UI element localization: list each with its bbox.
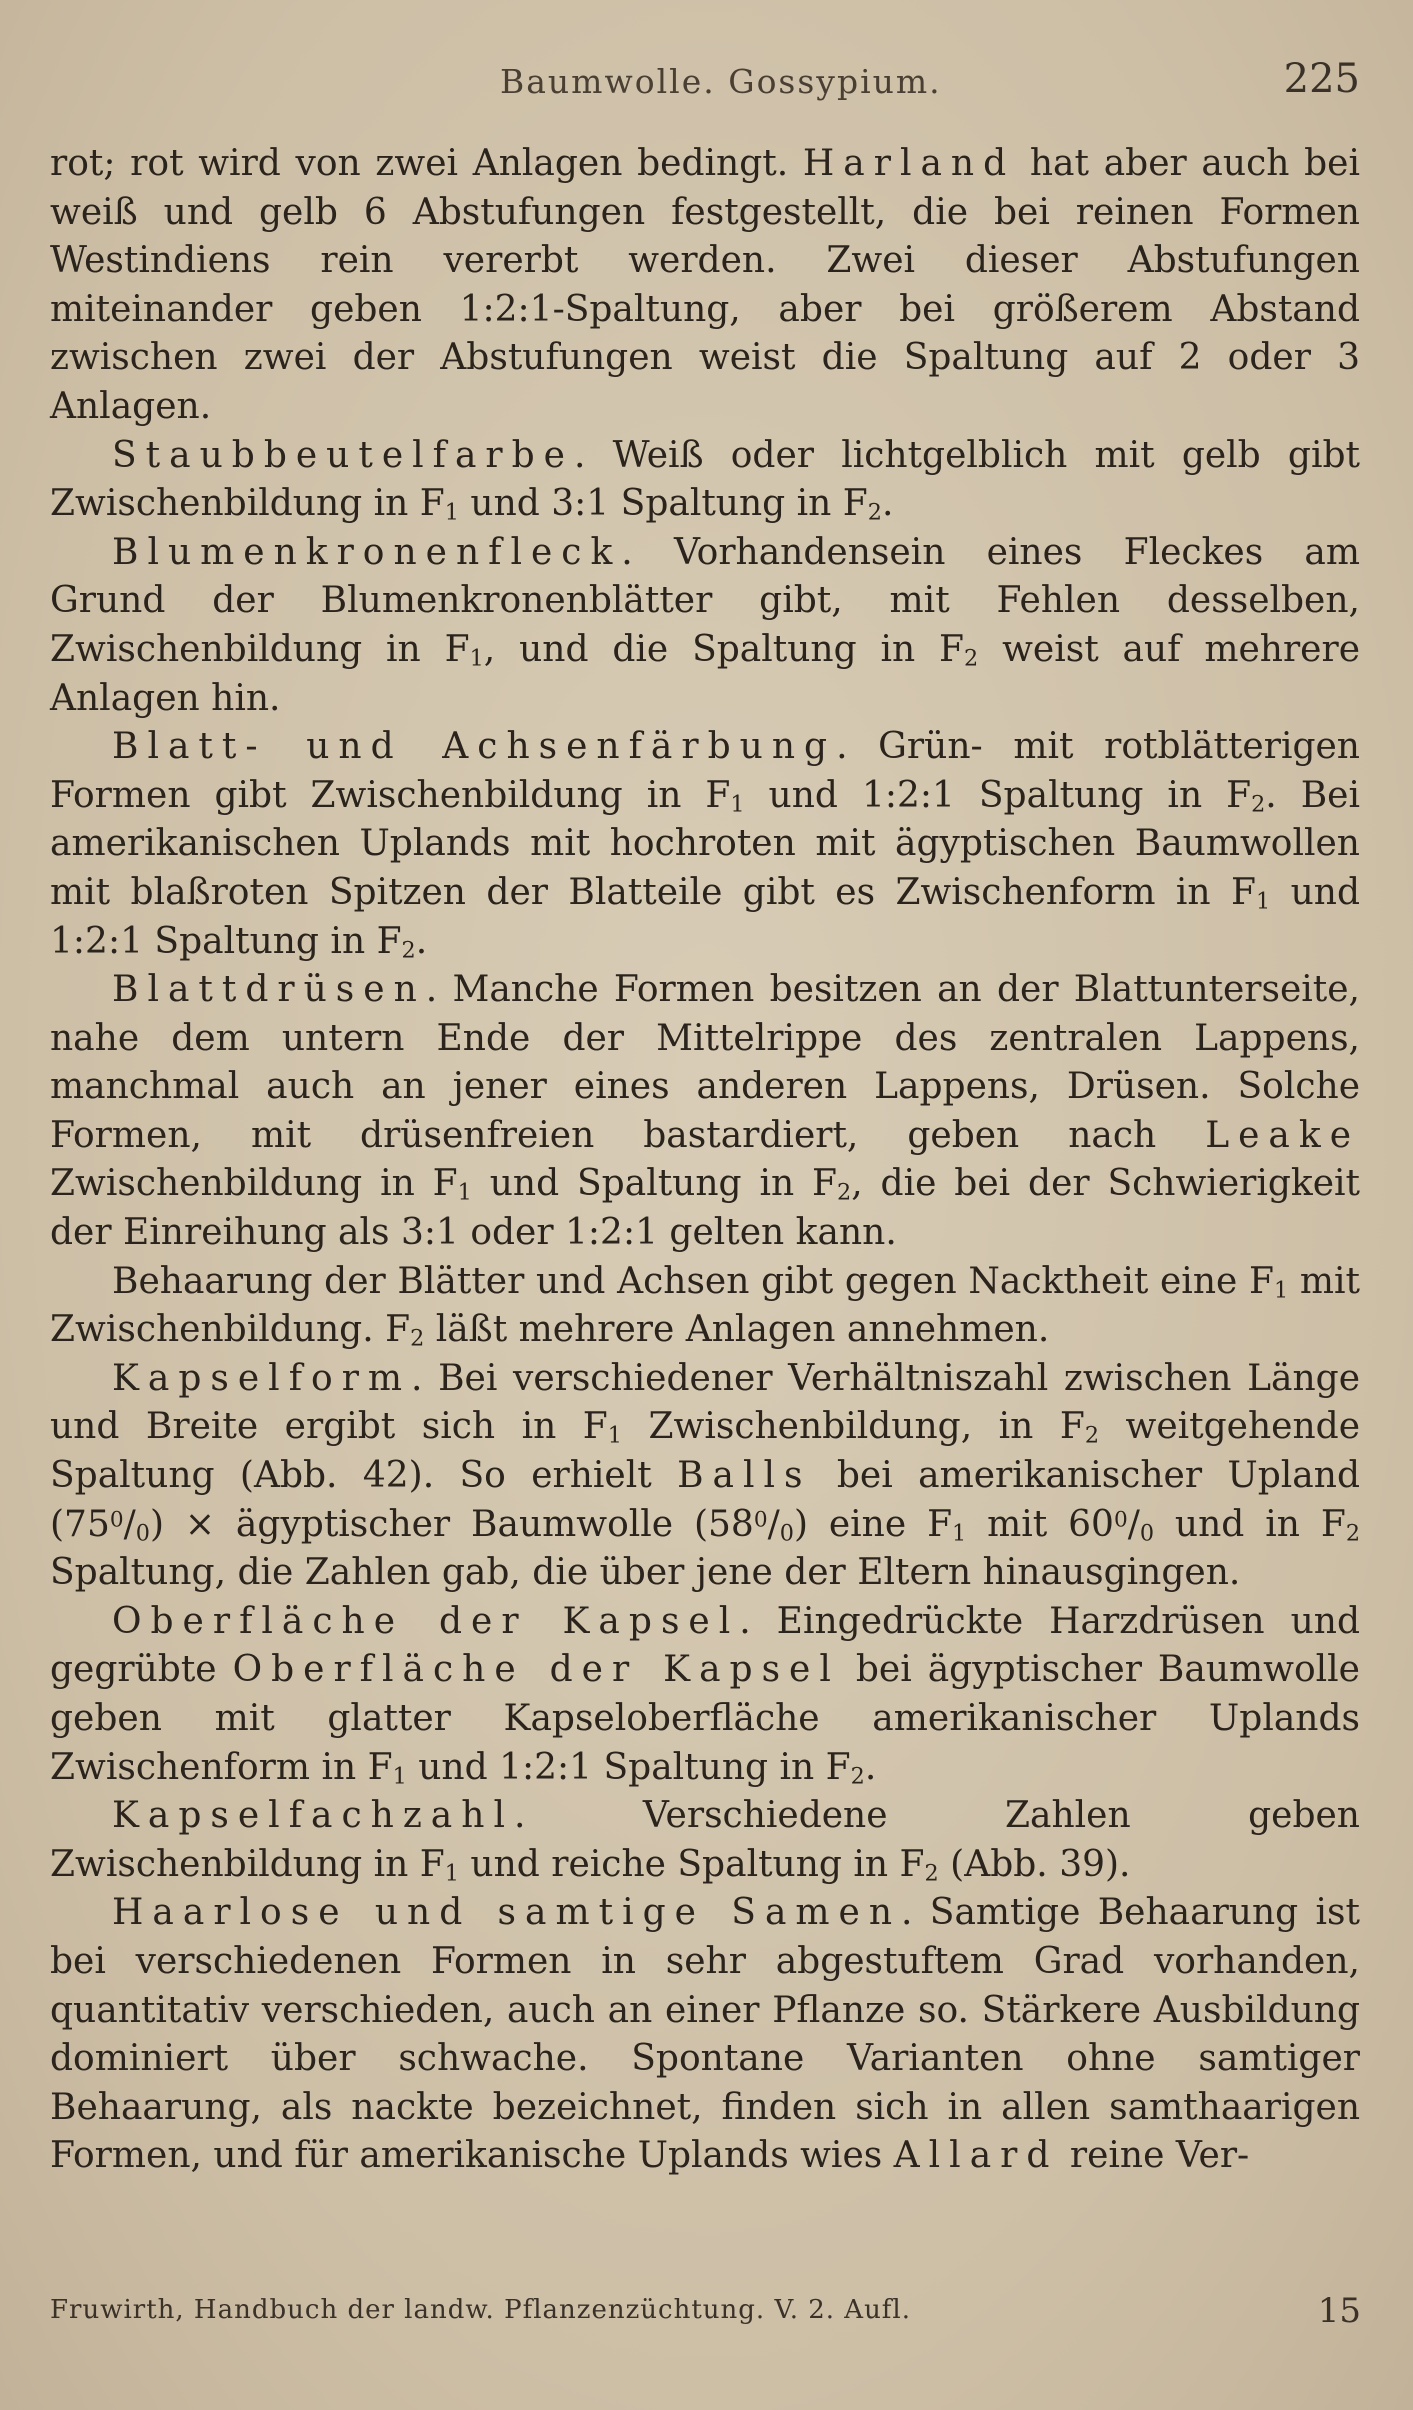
paragraph-blumenkronenfleck: Blumenkronenfleck. Vorhandensein eines Fleckes am Grund der Blumenkronenblätter gibt, mit Fehlen desselben, Zwischenbildung in $F_1$, und die Spaltung in $F_2$ weist auf mehrere Anlagen hin. (50, 531, 1360, 719)
paragraph-behaarung: Behaarung der Blätter und Achsen gibt gegen Nacktheit eine $F_1$ mit Zwischenbildung. $F_2$ läßt mehrere Anlagen annehmen. (50, 1260, 1360, 1352)
paragraph-kapselfachzahl: Kapselfachzahl. Verschiedene Zahlen geben Zwischenbildung in $F_1$ und reiche Spaltung in $F_2$ (Abb. 39). (50, 1795, 1360, 1887)
page-footer (50, 2291, 1361, 2345)
footer-source: Fruwirth, Handbuch der landw. Pflanzenzüchtung. V. 2. Aufl. (50, 2295, 912, 2325)
page-number: 225 (1283, 56, 1360, 102)
paragraph-staubbeutelfarbe: Staubbeutelfarbe. Weiß oder lichtgelblich mit gelb gibt Zwischenbildung in $F_1$ und 3:1 Spaltung in $F_2$. (50, 434, 1360, 526)
paragraph-blatt-achsenfaerbung: Blatt- und Achsenfärbung. Grün- mit rotblätterigen Formen gibt Zwischenbildung in $F_1$ und 1:2:1 Spaltung in $F_2$. Bei amerikanischen Uplands mit hochroten mit ägyptischen Baumwollen mit blaßroten Spitzen der Blatteile gibt es Zwischenform in $F_1$ und 1:2:1 Spaltung in $F_2$. (50, 726, 1360, 963)
page-header (0, 52, 1413, 102)
paragraph-blattdruesen: Blattdrüsen. Manche Formen besitzen an der Blattunterseite, nahe dem untern Ende der Mittelrippe des zentralen Lappens, manchmal auch an jener eines anderen Lappens, Drüsen. Solche Formen, mit drüsenfreien bastardiert, geben nach Leake Zwischenbildung in $F_1$ und Spaltung in $F_2$, die bei der Schwierigkeit der Einreihung als 3:1 oder 1:2:1 gelten kann. (50, 969, 1360, 1254)
body-text (50, 140, 1360, 2181)
paragraph-kapselform: Kapselform. Bei verschiedener Verhältniszahl zwischen Länge und Breite ergibt sich in $F_1$ Zwischenbildung, in $F_2$ weitgehende Spaltung (Abb. 42). So erhielt Balls bei amerikanischer Upland $(75^0/_0)$ × ägyptischer Baumwolle $(58^0/_0)$ eine $F_1$ mit $60^0/_0$ und in $F_2$ Spaltung, die Zahlen gab, die über jene der Eltern hinausgingen. (50, 1357, 1361, 1594)
running-title: Baumwolle. Gossypium. (500, 62, 942, 101)
paragraph-oberflaeche-kapsel: Oberfläche der Kapsel. Eingedrückte Harzdrüsen und gegrübte Oberfläche der Kapsel bei ägyptischer Baumwolle geben mit glatter Kapseloberfläche amerikanischer Uplands Zwischenform in $F_1$ und 1:2:1 Spaltung in $F_2$. (50, 1600, 1360, 1790)
signature-mark: 15 (1317, 2291, 1361, 2331)
paragraph-samen: Haarlose und samtige Samen. Samtige Behaarung ist bei verschiedenen Formen in sehr abgestuftem Grad vorhanden, quantitativ verschieden, auch an einer Pflanze so. Stärkere Ausbildung dominiert über schwache. Spontane Varianten ohne samtiger Behaarung, als nackte bezeichnet, finden sich in allen samthaarigen Formen, und für amerikanische Uplands wies Allard reine Ver- (50, 1892, 1360, 2177)
paragraph-1: rot; rot wird von zwei Anlagen bedingt. Harland hat aber auch bei weiß und gelb 6 Abstufungen festgestellt, die bei reinen Formen Westindiens rein vererbt werden. Zwei dieser Abstufungen miteinander geben 1:2:1-Spaltung, aber bei größerem Abstand zwischen zwei der Abstufungen weist die Spaltung auf 2 oder 3 Anlagen. (50, 143, 1360, 427)
